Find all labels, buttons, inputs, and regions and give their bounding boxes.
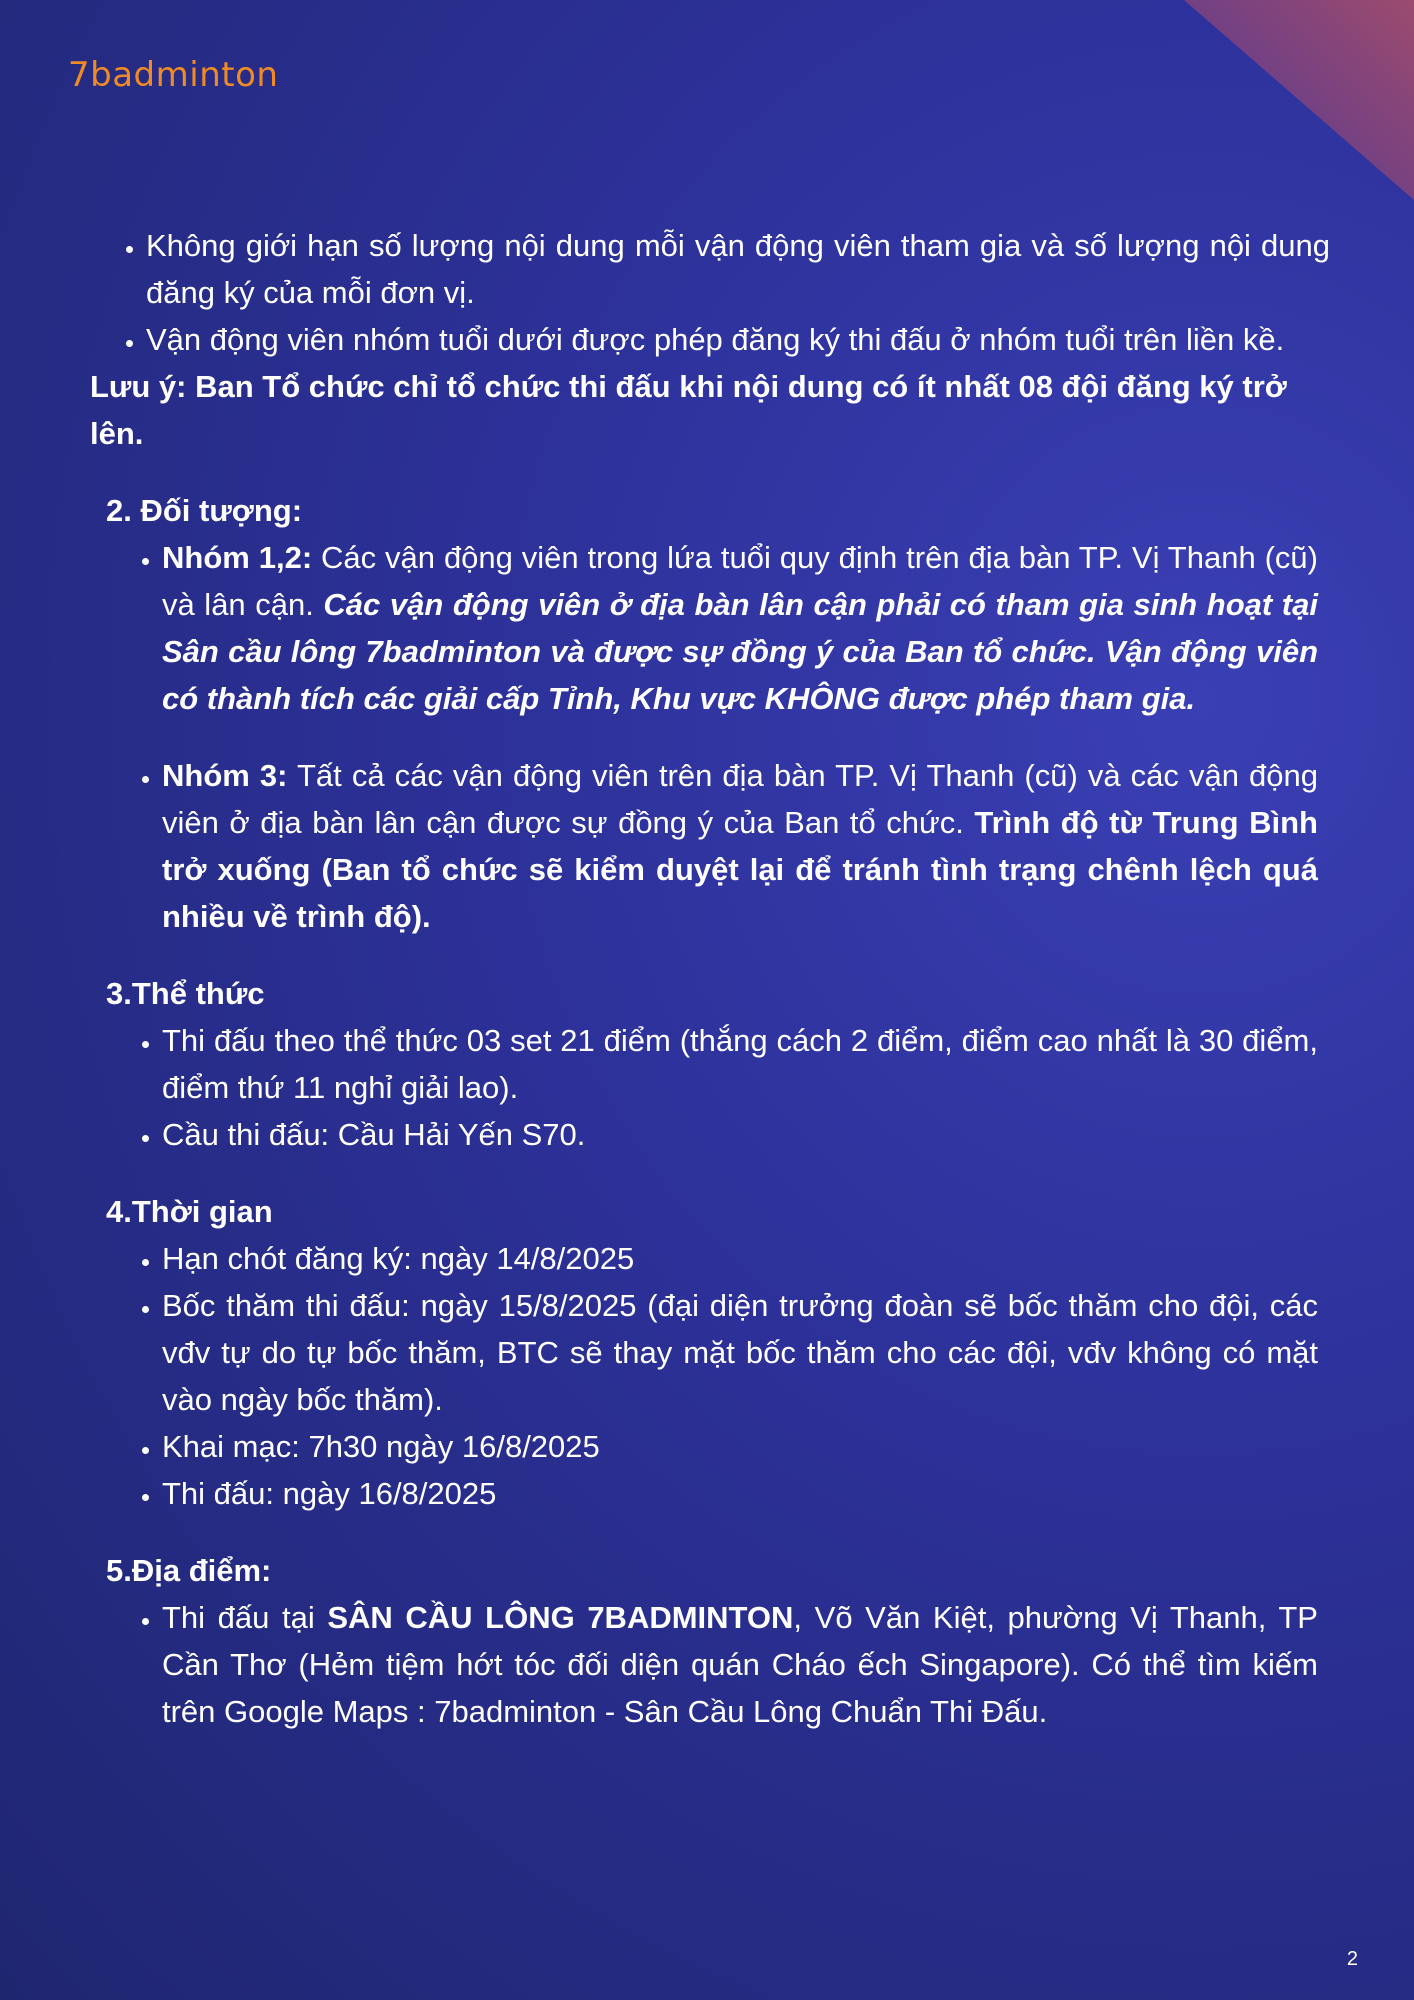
intro-list xyxy=(90,222,1330,363)
section-title: 4.Thời gian xyxy=(106,1194,273,1229)
list-item: • Hạn chót đăng ký: ngày 14/8/2025 xyxy=(162,1235,1318,1282)
section-format xyxy=(90,970,1330,1158)
section-venue xyxy=(90,1547,1330,1735)
section-title: 3.Thể thức xyxy=(106,976,265,1011)
group-text: Các vận động viên trong lứa tuổi quy định trên địa bàn TP. Vị Thanh (cũ) và lân cận. xyxy=(162,540,1318,622)
venue-name: SÂN CẦU LÔNG 7BADMINTON xyxy=(327,1600,794,1635)
section-title: 5.Địa điểm: xyxy=(106,1553,272,1588)
list-item xyxy=(162,752,1318,940)
list-item: • Không giới hạn số lượng nội dung mỗi vận động viên tham gia và số lượng nội dung đăng ký của mỗi đơn vị. xyxy=(146,222,1330,316)
section-title: 2. Đối tượng: xyxy=(106,493,303,528)
corner-decoration xyxy=(1184,0,1414,200)
section-participants xyxy=(90,487,1330,940)
list-item: • Thi đấu theo thể thức 03 set 21 điểm (thắng cách 2 điểm, điểm cao nhất là 30 điểm, điểm thứ 11 nghỉ giải lao). xyxy=(162,1017,1318,1111)
list-item: • Bốc thăm thi đấu: ngày 15/8/2025 (đại diện trưởng đoàn sẽ bốc thăm cho đội, các vđv tự do tự bốc thăm, BTC sẽ thay mặt bốc thăm cho các đội, vđv không có mặt vào ngày bốc thăm). xyxy=(162,1282,1318,1423)
brand-logo: 7badminton xyxy=(68,55,279,95)
list-item xyxy=(162,534,1318,722)
list-item: • Cầu thi đấu: Cầu Hải Yến S70. xyxy=(162,1111,1318,1158)
group-emphasis: Các vận động viên ở địa bàn lân cận phải có tham gia sinh hoạt tại Sân cầu lông 7badminton và được sự đồng ý của Ban tổ chức. Vận động viên có thành tích các giải cấp Tỉnh, Khu vực KHÔNG được phép tham gia. xyxy=(162,587,1318,716)
group-label: Nhóm 3: xyxy=(162,758,288,793)
venue-prefix: Thi đấu tại xyxy=(162,1600,328,1635)
venue-address: , Võ Văn Kiệt, phường Vị Thanh, TP Cần Thơ (Hẻm tiệm hớt tóc đối diện quán Cháo ếch Singapore). Có thể tìm kiếm trên Google Maps : 7badminton - Sân Cầu Lông Chuẩn Thi Đấu. xyxy=(162,1600,1318,1729)
list-item xyxy=(162,1594,1318,1735)
document-body xyxy=(90,222,1330,1735)
group-label: Nhóm 1,2: xyxy=(162,540,313,575)
page-number: 2 xyxy=(1346,1948,1358,1970)
section-time xyxy=(90,1188,1330,1517)
list-item: • Khai mạc: 7h30 ngày 16/8/2025 xyxy=(162,1423,1318,1470)
note-text: Lưu ý: Ban Tổ chức chỉ tổ chức thi đấu khi nội dung có ít nhất 08 đội đăng ký trở lên. xyxy=(90,369,1287,451)
group-emphasis: Trình độ từ Trung Bình trở xuống (Ban tổ chức sẽ kiểm duyệt lại để tránh tình trạng chênh lệch quá nhiều về trình độ). xyxy=(162,805,1318,934)
list-item: • Vận động viên nhóm tuổi dưới được phép đăng ký thi đấu ở nhóm tuổi trên liền kề. xyxy=(146,316,1330,363)
group-text: Tất cả các vận động viên trên địa bàn TP. Vị Thanh (cũ) và các vận động viên ở địa bàn lân cận được sự đồng ý của Ban tổ chức. xyxy=(162,758,1318,840)
list-item: • Thi đấu: ngày 16/8/2025 xyxy=(162,1470,1318,1517)
